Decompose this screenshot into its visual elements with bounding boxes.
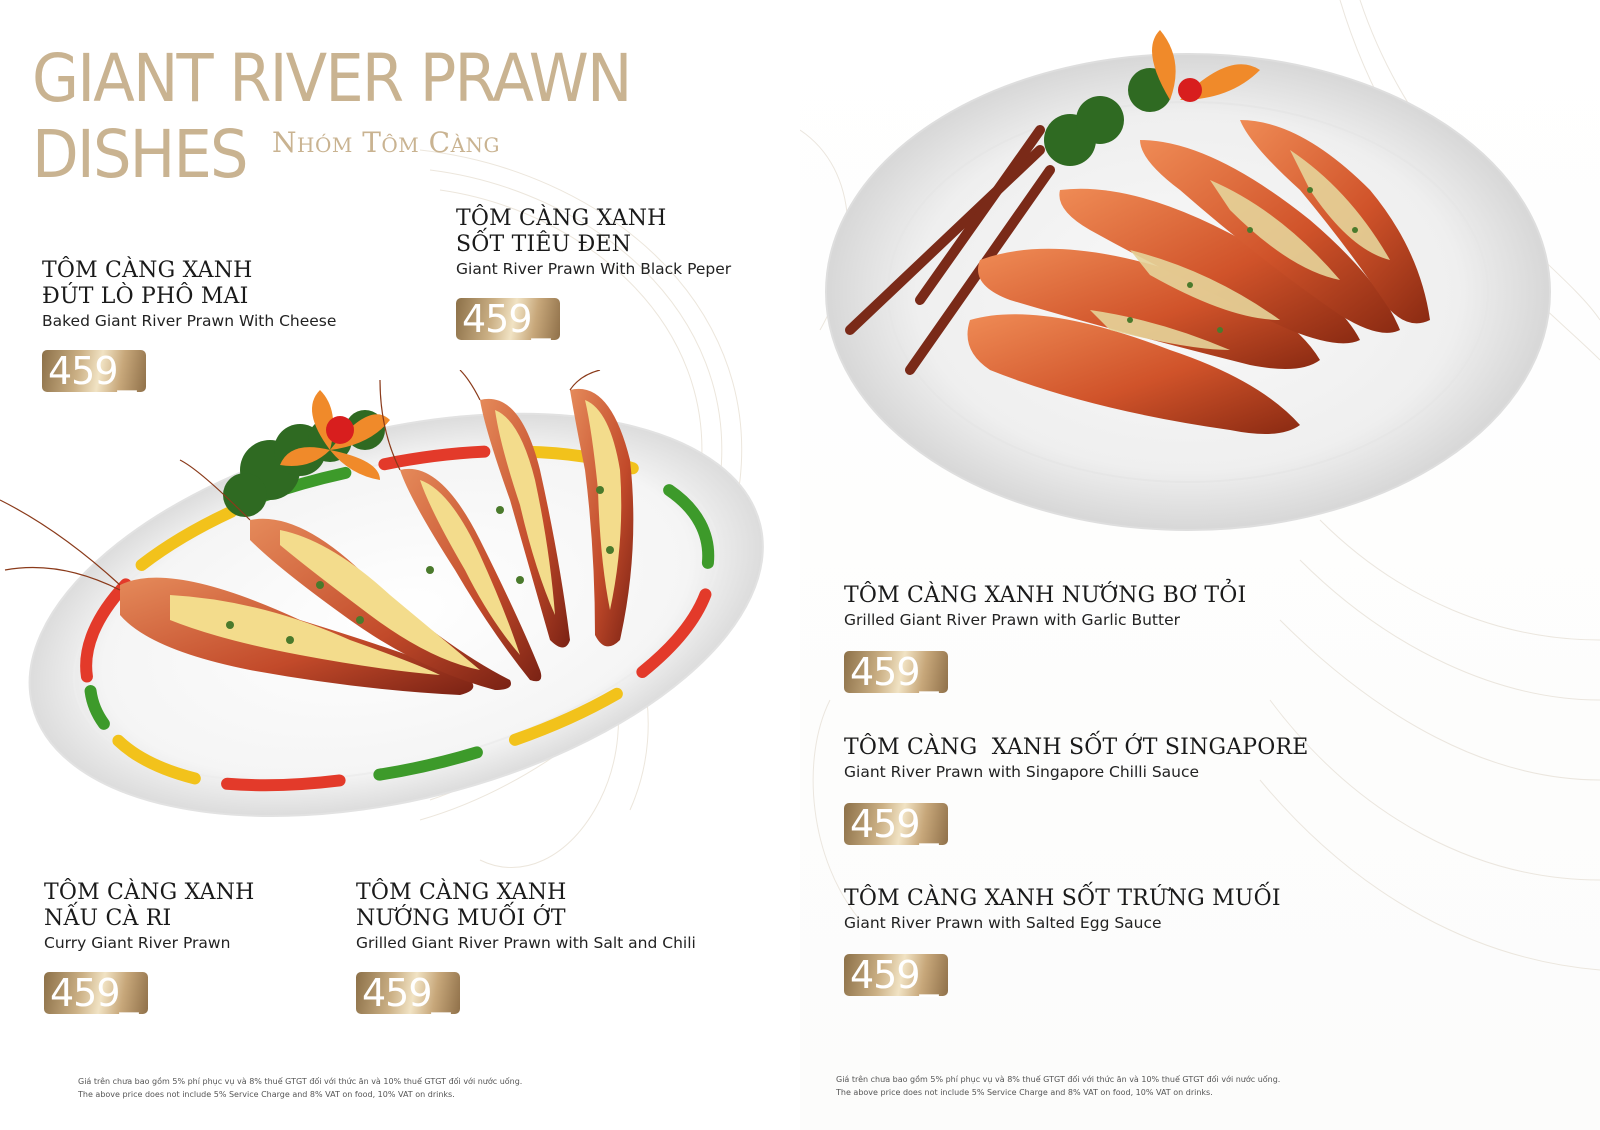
dish-name-vn: TÔM CÀNG XANH bbox=[356, 880, 567, 905]
price-badge: 459_ bbox=[844, 803, 948, 845]
dish-salt-chili bbox=[356, 880, 696, 1014]
menu-title-line1: GIANT RIVER PRAWN bbox=[32, 40, 631, 117]
footnote-en: The above price does not include 5% Service Charge and 8% VAT on food, 10% VAT on drinks. bbox=[78, 1090, 455, 1099]
dish-name-en: Giant River Prawn with Singapore Chilli Sauce bbox=[844, 763, 1200, 781]
price-badge: 459_ bbox=[844, 954, 948, 996]
footnote-en: The above price does not include 5% Service Charge and 8% VAT on food, 10% VAT on drinks. bbox=[836, 1088, 1213, 1097]
dish-name-vn-line2: ĐÚT LÒ PHÔ MAI bbox=[42, 284, 249, 309]
dish-name-en: Baked Giant River Prawn With Cheese bbox=[42, 312, 337, 330]
footnote-vn: Giá trên chưa bao gồm 5% phí phục vụ và 8% thuế GTGT đối với thức ăn và 10% thuế GTGT đối với nước uống. bbox=[78, 1077, 523, 1086]
dish-salted-egg bbox=[844, 886, 1281, 996]
dish-name-vn: TÔM CÀNG XANH SỐT TRỨNG MUỐI bbox=[844, 886, 1281, 911]
dish-name-en: Curry Giant River Prawn bbox=[44, 934, 231, 952]
price-badge: 459_ bbox=[356, 972, 460, 1014]
dish-name-vn-line2: SỐT TIÊU ĐEN bbox=[456, 232, 632, 257]
dish-name-en: Giant River Prawn With Black Peper bbox=[456, 260, 732, 278]
baked-prawn-photo bbox=[0, 370, 800, 830]
dish-name-vn: TÔM CÀNG XANH bbox=[42, 258, 253, 283]
price-badge: 459_ bbox=[44, 972, 148, 1014]
dish-black-pepper bbox=[456, 206, 731, 340]
price-badge: 459_ bbox=[42, 350, 146, 392]
dish-name-en: Grilled Giant River Prawn with Salt and Chili bbox=[356, 934, 696, 952]
menu-title-line2: DISHES bbox=[32, 116, 247, 193]
right-page bbox=[800, 0, 1600, 1130]
dish-name-en: Giant River Prawn with Salted Egg Sauce bbox=[844, 914, 1162, 932]
dish-name-vn-line2: NẤU CÀ RI bbox=[44, 906, 172, 931]
dish-name-vn: TÔM CÀNG XANH bbox=[456, 206, 667, 231]
dish-name-vn: TÔM CÀNG XANH NƯỚNG BƠ TỎI bbox=[844, 583, 1247, 608]
price-badge: 459_ bbox=[456, 298, 560, 340]
dish-singapore-chilli bbox=[844, 735, 1309, 845]
dish-name-vn: TÔM CÀNG XANH bbox=[44, 880, 255, 905]
menu-subtitle: Nhóm Tôm Càng bbox=[272, 126, 501, 159]
dish-name-vn: TÔM CÀNG XANH SỐT ỚT SINGAPORE bbox=[844, 735, 1309, 760]
price-badge: 459_ bbox=[844, 651, 948, 693]
dish-name-en: Grilled Giant River Prawn with Garlic Butter bbox=[844, 611, 1180, 629]
dish-garlic-butter bbox=[844, 583, 1246, 693]
footnote-vn: Giá trên chưa bao gồm 5% phí phục vụ và 8% thuế GTGT đối với thức ăn và 10% thuế GTGT đối với nước uống. bbox=[836, 1075, 1281, 1084]
grilled-prawn-photo bbox=[810, 30, 1590, 550]
dish-name-vn-line2: NƯỚNG MUỐI ỚT bbox=[356, 906, 566, 931]
dish-curry bbox=[44, 880, 255, 1014]
